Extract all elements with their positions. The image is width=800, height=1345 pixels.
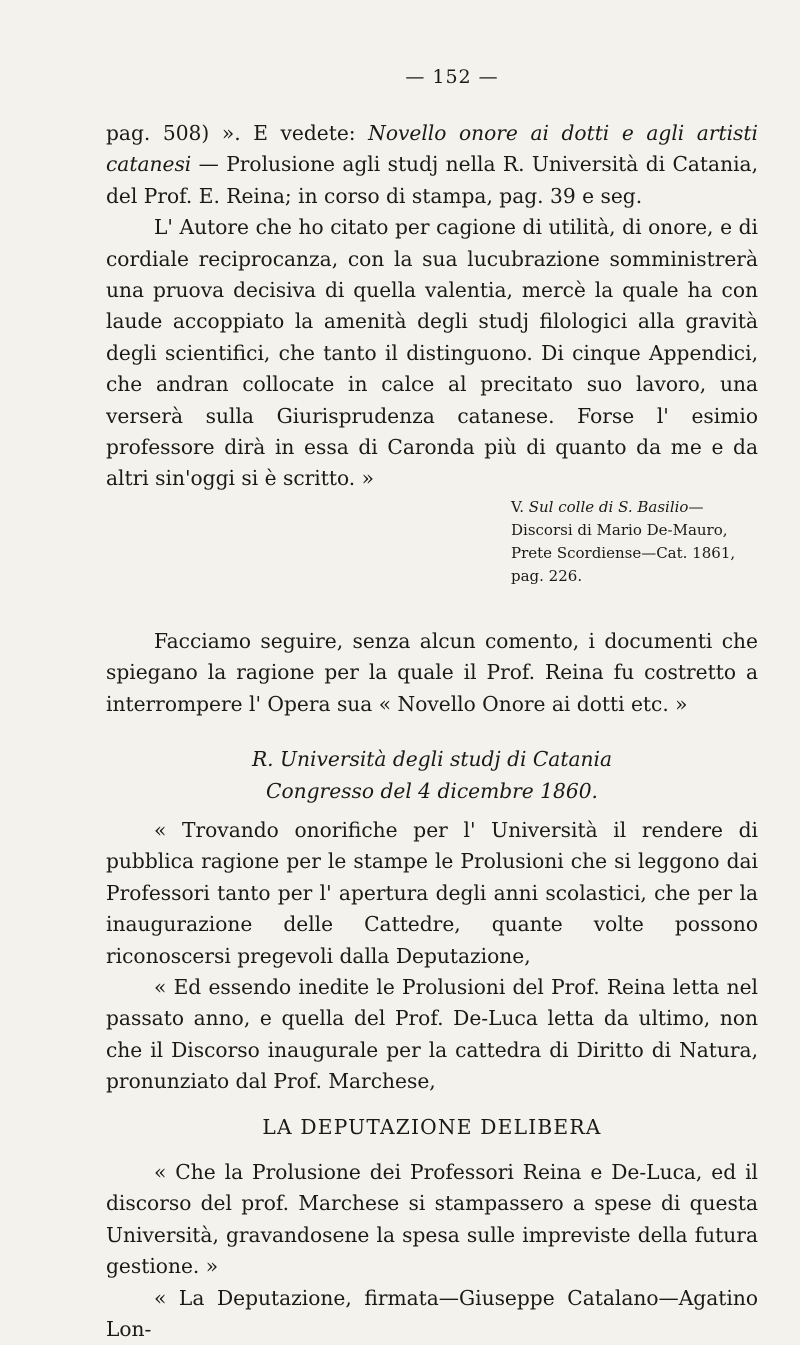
paragraph-1-title: Novello onore ai dotti e agli artisti catanesi — [106, 121, 758, 177]
spacer — [106, 588, 758, 626]
spacer — [106, 720, 758, 744]
page-number: — 152 — — [405, 66, 499, 88]
heading-university: R. Università degli studj di Catania — [251, 747, 612, 772]
paragraph-6: « Che la Prolusione dei Professori Reina e De-Luca, ed il discorso del prof. Marchese si stampassero a spese di questa Università, gravandosene la spesa sulle impreviste della futura gestione. » — [106, 1159, 758, 1279]
paragraph-1-end: — Prolusione agli studj nella R. Università di Catania, del Prof. E. Reina; in corso di stampa, pag. 39 e seg. — [106, 152, 758, 208]
spacer — [106, 807, 758, 815]
paragraph-5: « Ed essendo inedite le Prolusioni del Prof. Reina letta nel passato anno, e quella del Prof. De-Luca letta da ultimo, non che il Discorso inaugurale per la cattedra di Diritto di Natura, pronunziato dal Prof. Marchese, — [106, 974, 758, 1094]
heading-congress: Congresso del 4 dicembre 1860. — [266, 778, 598, 803]
citation-details: —Discorsi di Mario De-Mauro, Prete Scordiense—Cat. 1861, pag. 226. — [511, 497, 736, 585]
paragraph-3: Facciamo seguire, senza alcun comento, i documenti che spiegano la ragione per la quale il Prof. Reina fu costretto a interrompere l' Opera sua « Novello Onore ai dotti etc. » — [106, 628, 758, 716]
paragraph-1 — [106, 118, 758, 212]
citation-title: Sul colle di S. Basilio — [528, 497, 689, 516]
paragraph-1-start: pag. 508) ». E vedete: — [106, 121, 369, 145]
heading-deputazione: LA DEPUTAZIONE DELIBERA — [262, 1114, 602, 1139]
citation-prefix: V. — [511, 497, 529, 516]
paragraph-7: « La Deputazione, firmata—Giuseppe Catalano—Agatino Lon- — [106, 1285, 758, 1341]
paragraph-4: « Trovando onorifiche per l' Università il rendere di pubblica ragione per le stampe le Prolusioni che si leggono dai Professori tanto per l' apertura degli anni scolastici, che per la inaugurazione delle Cattedre, quante volte possono riconoscersi pregevoli dalla Deputazione, — [106, 817, 758, 968]
citation — [106, 496, 758, 588]
body-text — [106, 118, 758, 1345]
paragraph-2: L' Autore che ho citato per cagione di utilità, di onore, e di cordiale reciprocanza, con la sua lucubrazione somministrerà una pruova decisiva di quella valentia, mercè la quale ha con laude accoppiato la amenità degli studj filologici alla gravità degli scientifici, che tanto il distinguono. Di cinque Appendici, che andran collocate in calce al precitato suo lavoro, una verserà sulla Giurisprudenza catanese. Forse l' esimio professore dirà in essa di Caronda più di quanto da me e da altri sin'oggi si è scritto. » — [106, 215, 758, 491]
